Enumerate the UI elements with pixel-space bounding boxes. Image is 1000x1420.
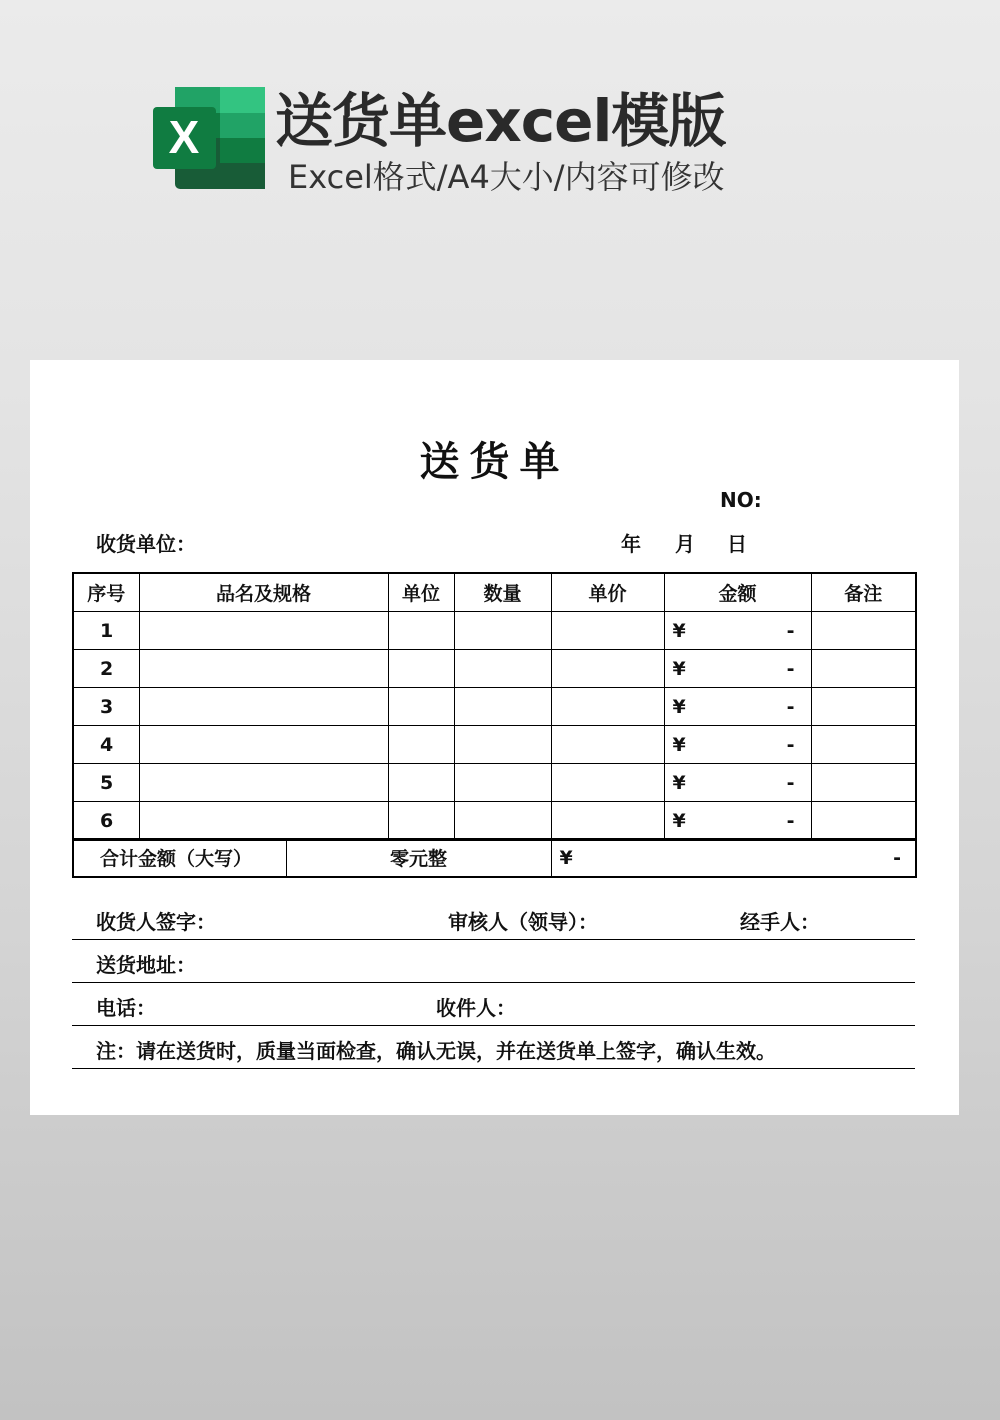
date-year-label: 年 xyxy=(621,532,641,556)
serial-number-label: NO: xyxy=(720,488,762,512)
total-amount-cell[interactable] xyxy=(551,839,916,878)
remark-cell[interactable] xyxy=(811,612,916,650)
document-title: 送货单 xyxy=(419,439,570,485)
page-title: 送货单excel模版 xyxy=(275,87,726,155)
items-table xyxy=(72,572,917,841)
table-row xyxy=(73,650,916,688)
amount-cell[interactable] xyxy=(664,612,811,650)
signature-row xyxy=(72,896,915,940)
unit-cell[interactable] xyxy=(388,650,454,688)
address-row xyxy=(72,939,915,983)
header-quantity: 数量 xyxy=(454,573,551,612)
phone-label: 电话： xyxy=(96,996,156,1020)
amount-value: - xyxy=(786,620,795,642)
amount-value: - xyxy=(786,658,795,680)
currency-symbol: ¥ xyxy=(672,620,686,642)
header-remark: 备注 xyxy=(811,573,916,612)
page-subtitle: Excel格式/A4大小/内容可修改 xyxy=(288,158,725,196)
remark-cell[interactable] xyxy=(811,802,916,841)
note-text: 注：请在送货时，质量当面检查，确认无误，并在送货单上签字，确认生效。 xyxy=(96,1039,776,1063)
total-table xyxy=(72,838,917,878)
total-row xyxy=(73,839,916,878)
table-row xyxy=(73,802,916,841)
row-index: 6 xyxy=(73,802,139,841)
table-row xyxy=(73,688,916,726)
currency-symbol: ¥ xyxy=(672,772,686,794)
recipient-label: 收件人： xyxy=(436,996,516,1020)
row-index: 3 xyxy=(73,688,139,726)
table-row xyxy=(73,612,916,650)
product-cell[interactable] xyxy=(139,650,388,688)
delivery-note-sheet xyxy=(30,360,959,1115)
amount-value: - xyxy=(786,772,795,794)
header-unit: 单位 xyxy=(388,573,454,612)
price-cell[interactable] xyxy=(551,764,664,802)
amount-cell[interactable] xyxy=(664,764,811,802)
table-row xyxy=(73,726,916,764)
total-label: 合计金额（大写） xyxy=(73,839,286,878)
handler-label: 经手人： xyxy=(740,910,820,934)
price-cell[interactable] xyxy=(551,802,664,841)
header-amount: 金额 xyxy=(664,573,811,612)
quantity-cell[interactable] xyxy=(454,612,551,650)
receiver-unit-label: 收货单位： xyxy=(96,532,196,556)
template-header xyxy=(0,0,1000,220)
total-in-words: 零元整 xyxy=(286,839,551,878)
header-product: 品名及规格 xyxy=(139,573,388,612)
header-index: 序号 xyxy=(73,573,139,612)
amount-cell[interactable] xyxy=(664,650,811,688)
row-index: 2 xyxy=(73,650,139,688)
row-index: 1 xyxy=(73,612,139,650)
currency-symbol: ¥ xyxy=(672,696,686,718)
currency-symbol: ¥ xyxy=(672,810,686,832)
currency-symbol: ¥ xyxy=(672,734,686,756)
remark-cell[interactable] xyxy=(811,650,916,688)
quantity-cell[interactable] xyxy=(454,764,551,802)
remark-cell[interactable] xyxy=(811,726,916,764)
amount-value: - xyxy=(786,734,795,756)
currency-symbol: ¥ xyxy=(559,847,573,869)
total-amount-value: - xyxy=(893,847,901,869)
remark-cell[interactable] xyxy=(811,764,916,802)
unit-cell[interactable] xyxy=(388,612,454,650)
table-row xyxy=(73,764,916,802)
reviewer-label: 审核人（领导）： xyxy=(448,910,598,934)
product-cell[interactable] xyxy=(139,802,388,841)
quantity-cell[interactable] xyxy=(454,802,551,841)
note-row xyxy=(72,1025,915,1069)
table-header-row xyxy=(73,573,916,612)
amount-cell[interactable] xyxy=(664,688,811,726)
row-index: 4 xyxy=(73,726,139,764)
row-index: 5 xyxy=(73,764,139,802)
amount-value: - xyxy=(786,696,795,718)
excel-logo-icon xyxy=(153,87,265,189)
price-cell[interactable] xyxy=(551,688,664,726)
amount-value: - xyxy=(786,810,795,832)
remark-cell[interactable] xyxy=(811,688,916,726)
price-cell[interactable] xyxy=(551,726,664,764)
receiver-sign-label: 收货人签字： xyxy=(96,910,216,934)
unit-cell[interactable] xyxy=(388,688,454,726)
unit-cell[interactable] xyxy=(388,726,454,764)
svg-text:X: X xyxy=(168,111,200,163)
product-cell[interactable] xyxy=(139,764,388,802)
address-label: 送货地址： xyxy=(96,953,196,977)
amount-cell[interactable] xyxy=(664,802,811,841)
unit-cell[interactable] xyxy=(388,764,454,802)
contact-row xyxy=(72,982,915,1026)
product-cell[interactable] xyxy=(139,612,388,650)
currency-symbol: ¥ xyxy=(672,658,686,680)
date-day-label: 日 xyxy=(727,532,747,556)
date-month-label: 月 xyxy=(675,532,695,556)
price-cell[interactable] xyxy=(551,612,664,650)
quantity-cell[interactable] xyxy=(454,726,551,764)
amount-cell[interactable] xyxy=(664,726,811,764)
quantity-cell[interactable] xyxy=(454,650,551,688)
product-cell[interactable] xyxy=(139,688,388,726)
quantity-cell[interactable] xyxy=(454,688,551,726)
price-cell[interactable] xyxy=(551,650,664,688)
unit-cell[interactable] xyxy=(388,802,454,841)
product-cell[interactable] xyxy=(139,726,388,764)
header-unit-price: 单价 xyxy=(551,573,664,612)
